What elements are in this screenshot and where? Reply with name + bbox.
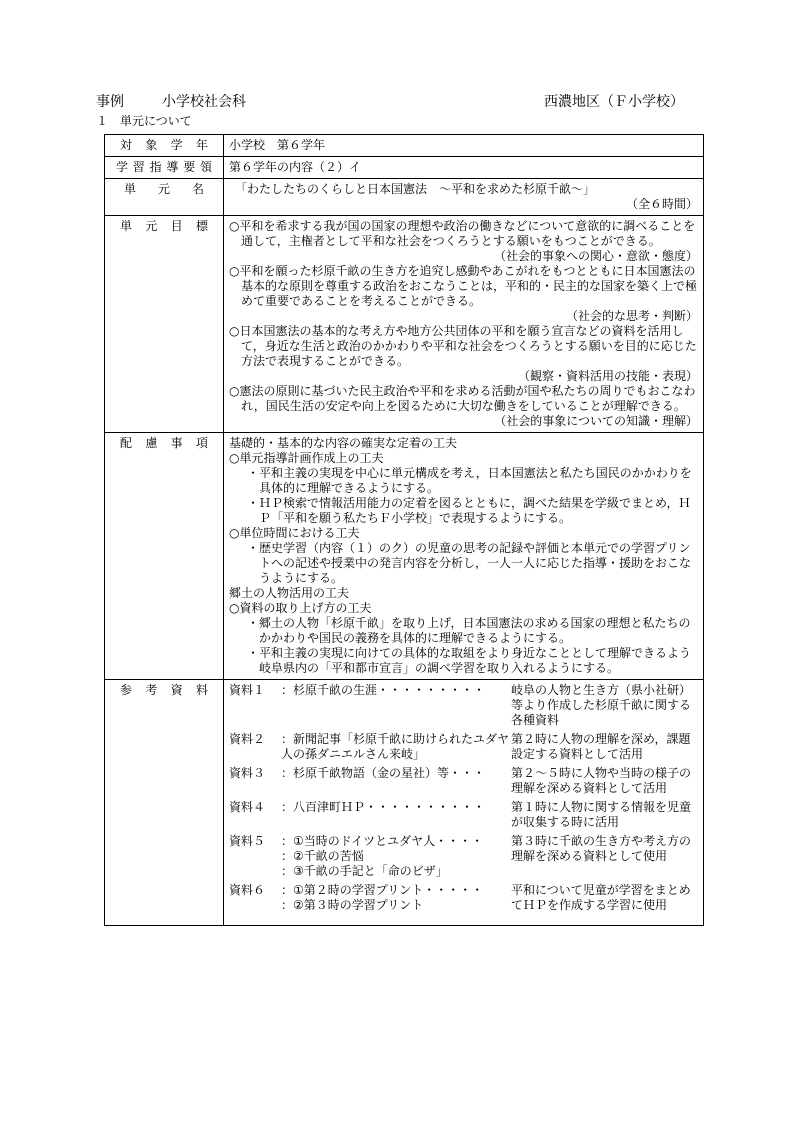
label-refs-text: 参 考 資 料 xyxy=(120,683,208,697)
consider-item: ・郷土の人物「杉原千畝」を取り上げ，日本国憲法の求める国家の理想と私たちのかかわりや国民の義務を具体的に理解できるようにする。 xyxy=(247,616,691,645)
header-case-label: 事例 xyxy=(96,94,124,110)
reference-use: 岐阜の人物と生き方（県小社研）等より作成した杉原千畝に関する各種資料 xyxy=(511,683,692,727)
reference-use: 平和について児童が学習をまとめてＨＰを作成する学習に使用 xyxy=(511,883,691,912)
value-guideline: 第６学年の内容（２）イ xyxy=(224,157,704,179)
value-consider xyxy=(224,433,704,680)
reference-title: ：八百津町ＨＰ・・・・・・・・・・ xyxy=(281,800,486,814)
label-goals-text: 単 元 目 標 xyxy=(120,219,208,233)
section-heading: １ 単元について xyxy=(96,114,192,128)
reference-title: ：杉原千畝物語（金の星社）等・・・ xyxy=(281,766,486,780)
label-guideline xyxy=(105,157,224,179)
reference-number: 資料５ xyxy=(229,834,266,848)
value-target: 小学校 第６学年 xyxy=(224,135,704,157)
reference-item xyxy=(229,766,698,796)
goal-item: ○平和を願った杉原千畝の生き方を追究し感動やあこがれをもつとともに日本国憲法の基本的な原則を尊重する政治をおこなうことは，平和的・民主的な国家を築く上で極めて重要であることを考えることができる。 xyxy=(229,264,698,308)
reference-number: 資料４ xyxy=(229,800,266,814)
reference-item xyxy=(229,800,698,830)
label-target xyxy=(105,135,224,157)
consider-subheading: ○単位時間における工夫 xyxy=(229,526,360,540)
reference-item xyxy=(229,883,698,913)
value-unit xyxy=(224,179,704,216)
consider-heading: 基礎的・基本的な内容の確実な定着の工夫 xyxy=(229,436,458,450)
label-refs xyxy=(105,680,224,926)
label-guideline-text: 学 習 指 導 要 領 xyxy=(116,160,212,174)
goal-tag: （社会的な思考・判断） xyxy=(565,309,698,323)
label-target-text: 対 象 学 年 xyxy=(120,138,208,152)
unit-table xyxy=(104,134,704,926)
goal-tag: （観察・資料活用の技能・表現） xyxy=(517,369,698,383)
row-target xyxy=(105,135,704,157)
consider-item: ・平和主義の実現を中心に単元構成を考え，日本国憲法と私たち国民のかかわりを具体的に理解できるようにする。 xyxy=(247,466,692,495)
consider-item: ・平和主義の実現に向けての具体的な取組をより身近なこととして理解できるよう岐阜県内の「平和都市宣言」の調べ学習を取り入れるようにする。 xyxy=(247,646,692,675)
label-goals xyxy=(105,216,224,433)
consider-item: ・ＨＰ検索で情報活用能力の定着を図るとともに，調べた結果を学級でまとめ，ＨＰ「平和を願う私たちＦ小学校」で表現するようにする。 xyxy=(247,496,691,525)
consider-subheading: ○資料の取り上げ方の工夫 xyxy=(229,601,372,615)
consider-item: ・歴史学習（内容（１）のク）の児童の思考の記録や評価と本単元での学習プリントへの記述や授業中の発言内容を分析し，一人一人に応じた指導・援助をおこなうようにする。 xyxy=(247,541,692,585)
header-school: 西濃地区（Ｆ小学校） xyxy=(544,94,684,110)
goal-tag: （社会的事象についての知識・理解） xyxy=(494,414,698,428)
reference-use: 第２時に人物の理解を深め，課題設定する資料として活用 xyxy=(511,732,691,761)
reference-title: ：①当時のドイツとユダヤ人・・・・ ：②千畝の苦悩 ：③千畝の手記と「命のビザ」 xyxy=(281,834,484,878)
row-guideline xyxy=(105,157,704,179)
label-consider-text: 配 慮 事 項 xyxy=(120,436,208,450)
goal-tag: （社会的事象への関心・意欲・態度） xyxy=(493,249,698,263)
goal-item: ○日本国憲法の基本的な考え方や地方公共団体の平和を願う宣言などの資料を活用して，身近な生活と政治のかかわりや平和な社会をつくろうとする願いを目的に応じた方法で表現することができる。 xyxy=(229,324,697,368)
reference-title: ：杉原千畝の生涯・・・・・・・・・ xyxy=(281,683,486,697)
reference-title: ：新聞記事「杉原千畝に助けられたユダヤ人の孫ダニエルさん来岐」 xyxy=(281,732,510,761)
label-consider xyxy=(105,433,224,680)
reference-use: 第３時に千畝の生き方や考え方の理解を深める資料として使用 xyxy=(511,834,692,863)
row-consider xyxy=(105,433,704,680)
goal-item: ○平和を希求する我が国の国家の理想や政治の働きなどについて意欲的に調べることを通して，主権者として平和な社会をつくろうとする願いをもつことができる。 xyxy=(229,219,696,248)
value-goals xyxy=(224,216,704,433)
consider-subheading: ○単元指導計画作成上の工夫 xyxy=(229,451,384,465)
reference-title: ：①第２時の学習プリント・・・・・ ：②第３時の学習プリント xyxy=(281,883,484,912)
row-unit xyxy=(105,179,704,216)
unit-hours: （全６時間） xyxy=(625,197,698,211)
row-refs xyxy=(105,680,704,926)
reference-item xyxy=(229,683,698,728)
reference-number: 資料６ xyxy=(229,883,266,897)
header-subject: 小学校社会科 xyxy=(162,94,246,110)
label-unit xyxy=(105,179,224,216)
reference-number: 資料２ xyxy=(229,732,266,746)
row-goals xyxy=(105,216,704,433)
reference-item xyxy=(229,834,698,879)
reference-use: 第２～５時に人物や当時の様子の理解を深める資料として活用 xyxy=(511,766,692,795)
unit-title: 「わたしたちのくらしと日本国憲法 ～平和を求めた杉原千畝～」 xyxy=(235,182,596,196)
consider-heading: 郷土の人物活用の工夫 xyxy=(229,586,350,600)
reference-item xyxy=(229,732,698,762)
label-unit-text: 単 元 名 xyxy=(124,182,204,196)
value-refs xyxy=(224,680,704,926)
goal-item: ○憲法の原則に基づいた民主政治や平和を求める活動が国や私たちの周りでもおこなわれ，国民生活の安定や向上を図るために大切な働きをしていることが理解できる。 xyxy=(229,384,696,413)
reference-use: 第１時に人物に関する情報を児童が収集する時に活用 xyxy=(511,800,692,829)
reference-number: 資料３ xyxy=(229,766,266,780)
reference-number: 資料１ xyxy=(229,683,266,697)
